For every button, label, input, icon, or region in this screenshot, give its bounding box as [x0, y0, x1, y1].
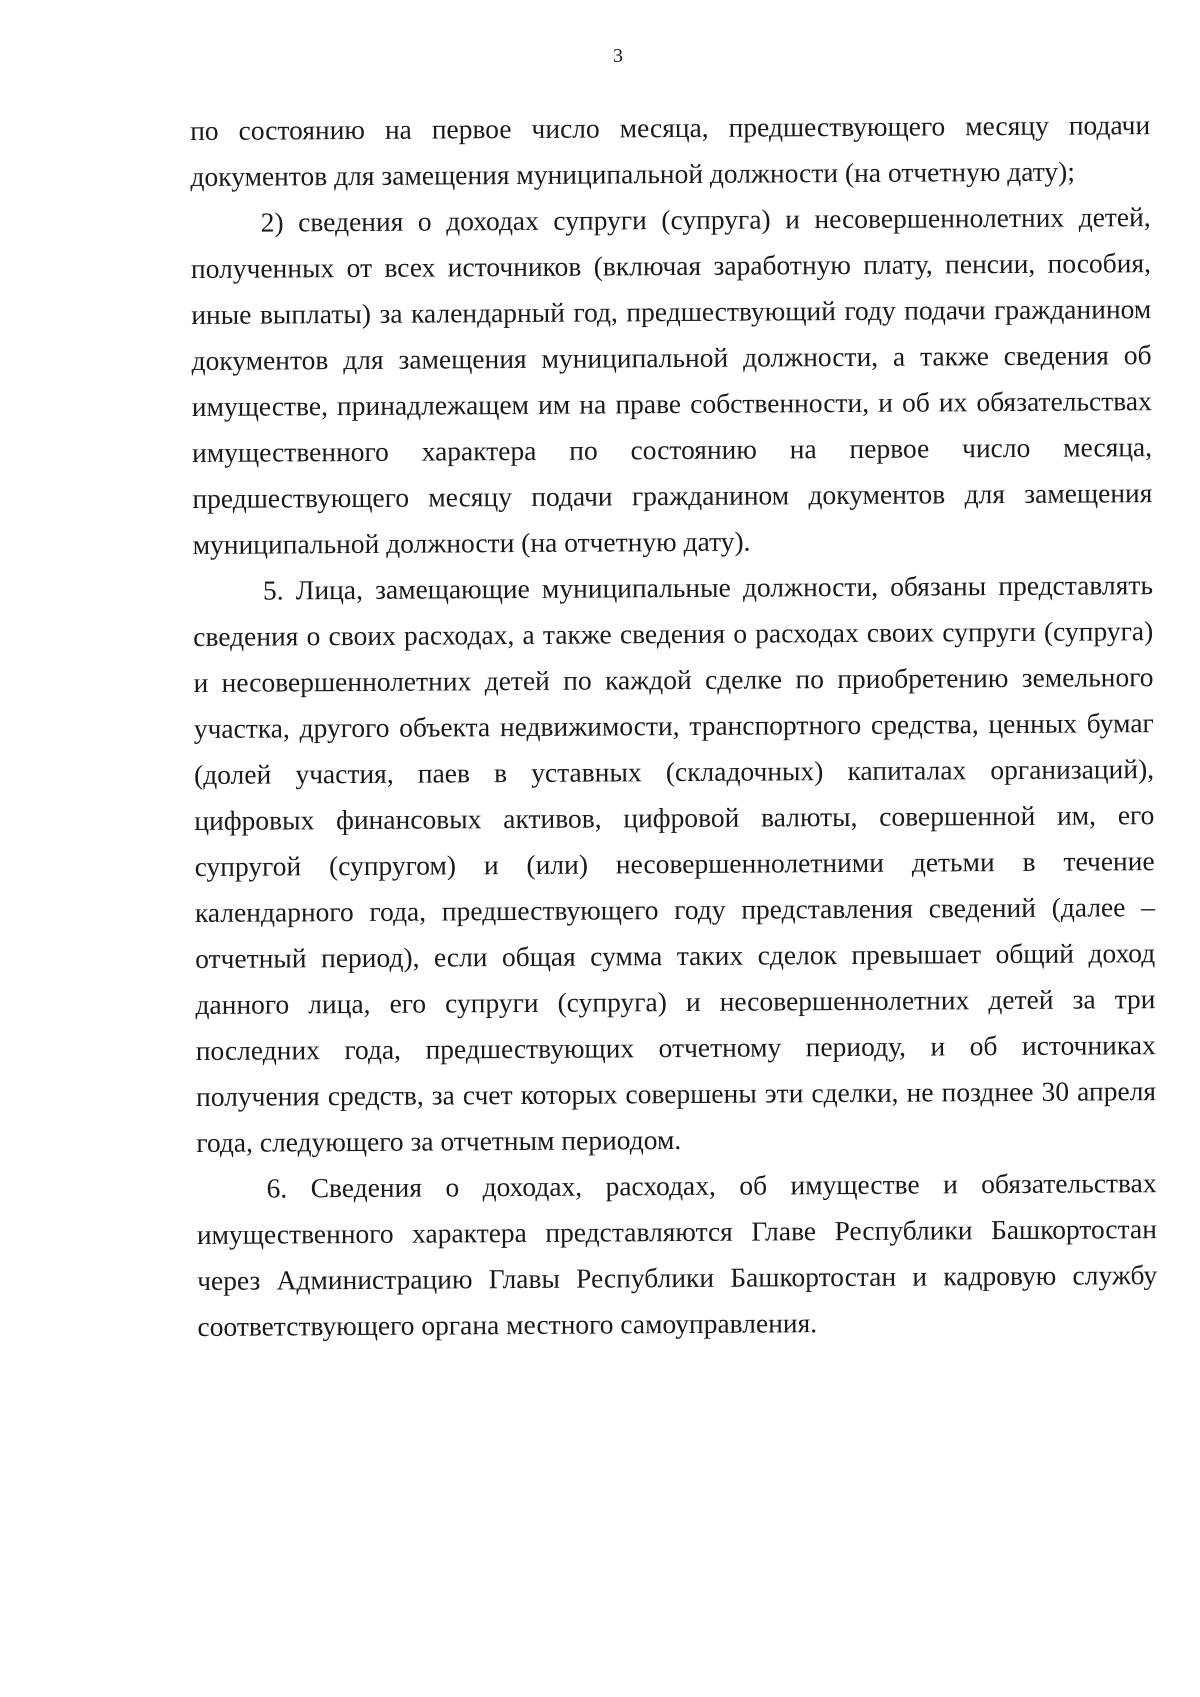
paragraph-item-2: 2) сведения о доходах супруги (супруга) и несовершеннолетних детей, полученных от всех источников (включая заработную плату, пенсии, пособия, иные выплаты) за календарный год, предшествующий году подачи гражданином документов для замещения муниципальной должности, а также сведения об имуществе, принадлежащем им на праве собственности, и об их обязательствах имущественного характера по состоянию на первое число месяца, предшествующего месяцу подачи гражданином документов для замещения муниципальной должности (на отчетную дату). [190, 201, 1153, 560]
paragraph-clause-5: 5. Лица, замещающие муниципальные должности, обязаны представлять сведения о своих расходах, а также сведения о расходах своих супруги (супруга) и несовершеннолетних детей по каждой сделке по приобретению земельного участка, другого объекта недвижимости, транспортного средства, ценных бумаг (долей участия, паев в уставных (складочных) капиталах организаций), цифровых финансовых активов, цифровой валюты, совершенной им, его супругой (супругом) и (или) несовершеннолетними детьми в течение календарного года, предшествующего году представления сведений (далее – отчетный период), если общая сумма таких сделок превышает общий доход данного лица, его супруги (супруга) и несовершеннолетних детей за три последних года, предшествующих отчетному периоду, и об источниках получения средств, за счет которых совершены эти сделки, не позднее 30 апреля года, следующего за отчетным периодом. [193, 569, 1157, 1158]
page-number: 3 [613, 45, 623, 67]
document-body [190, 102, 1158, 1350]
paragraph-continuation: по состоянию на первое число месяца, предшествующего месяцу подачи документов для замещения муниципальной должности (на отчетную дату); [190, 109, 1151, 192]
paragraph-clause-6: 6. Сведения о доходах, расходах, об имуществе и обязательствах имущественного характера представляются Главе Республики Башкортостан через Администрацию Главы Республики Башкортостан и кадровую службу соответствующего органа местного самоуправления. [196, 1167, 1158, 1342]
